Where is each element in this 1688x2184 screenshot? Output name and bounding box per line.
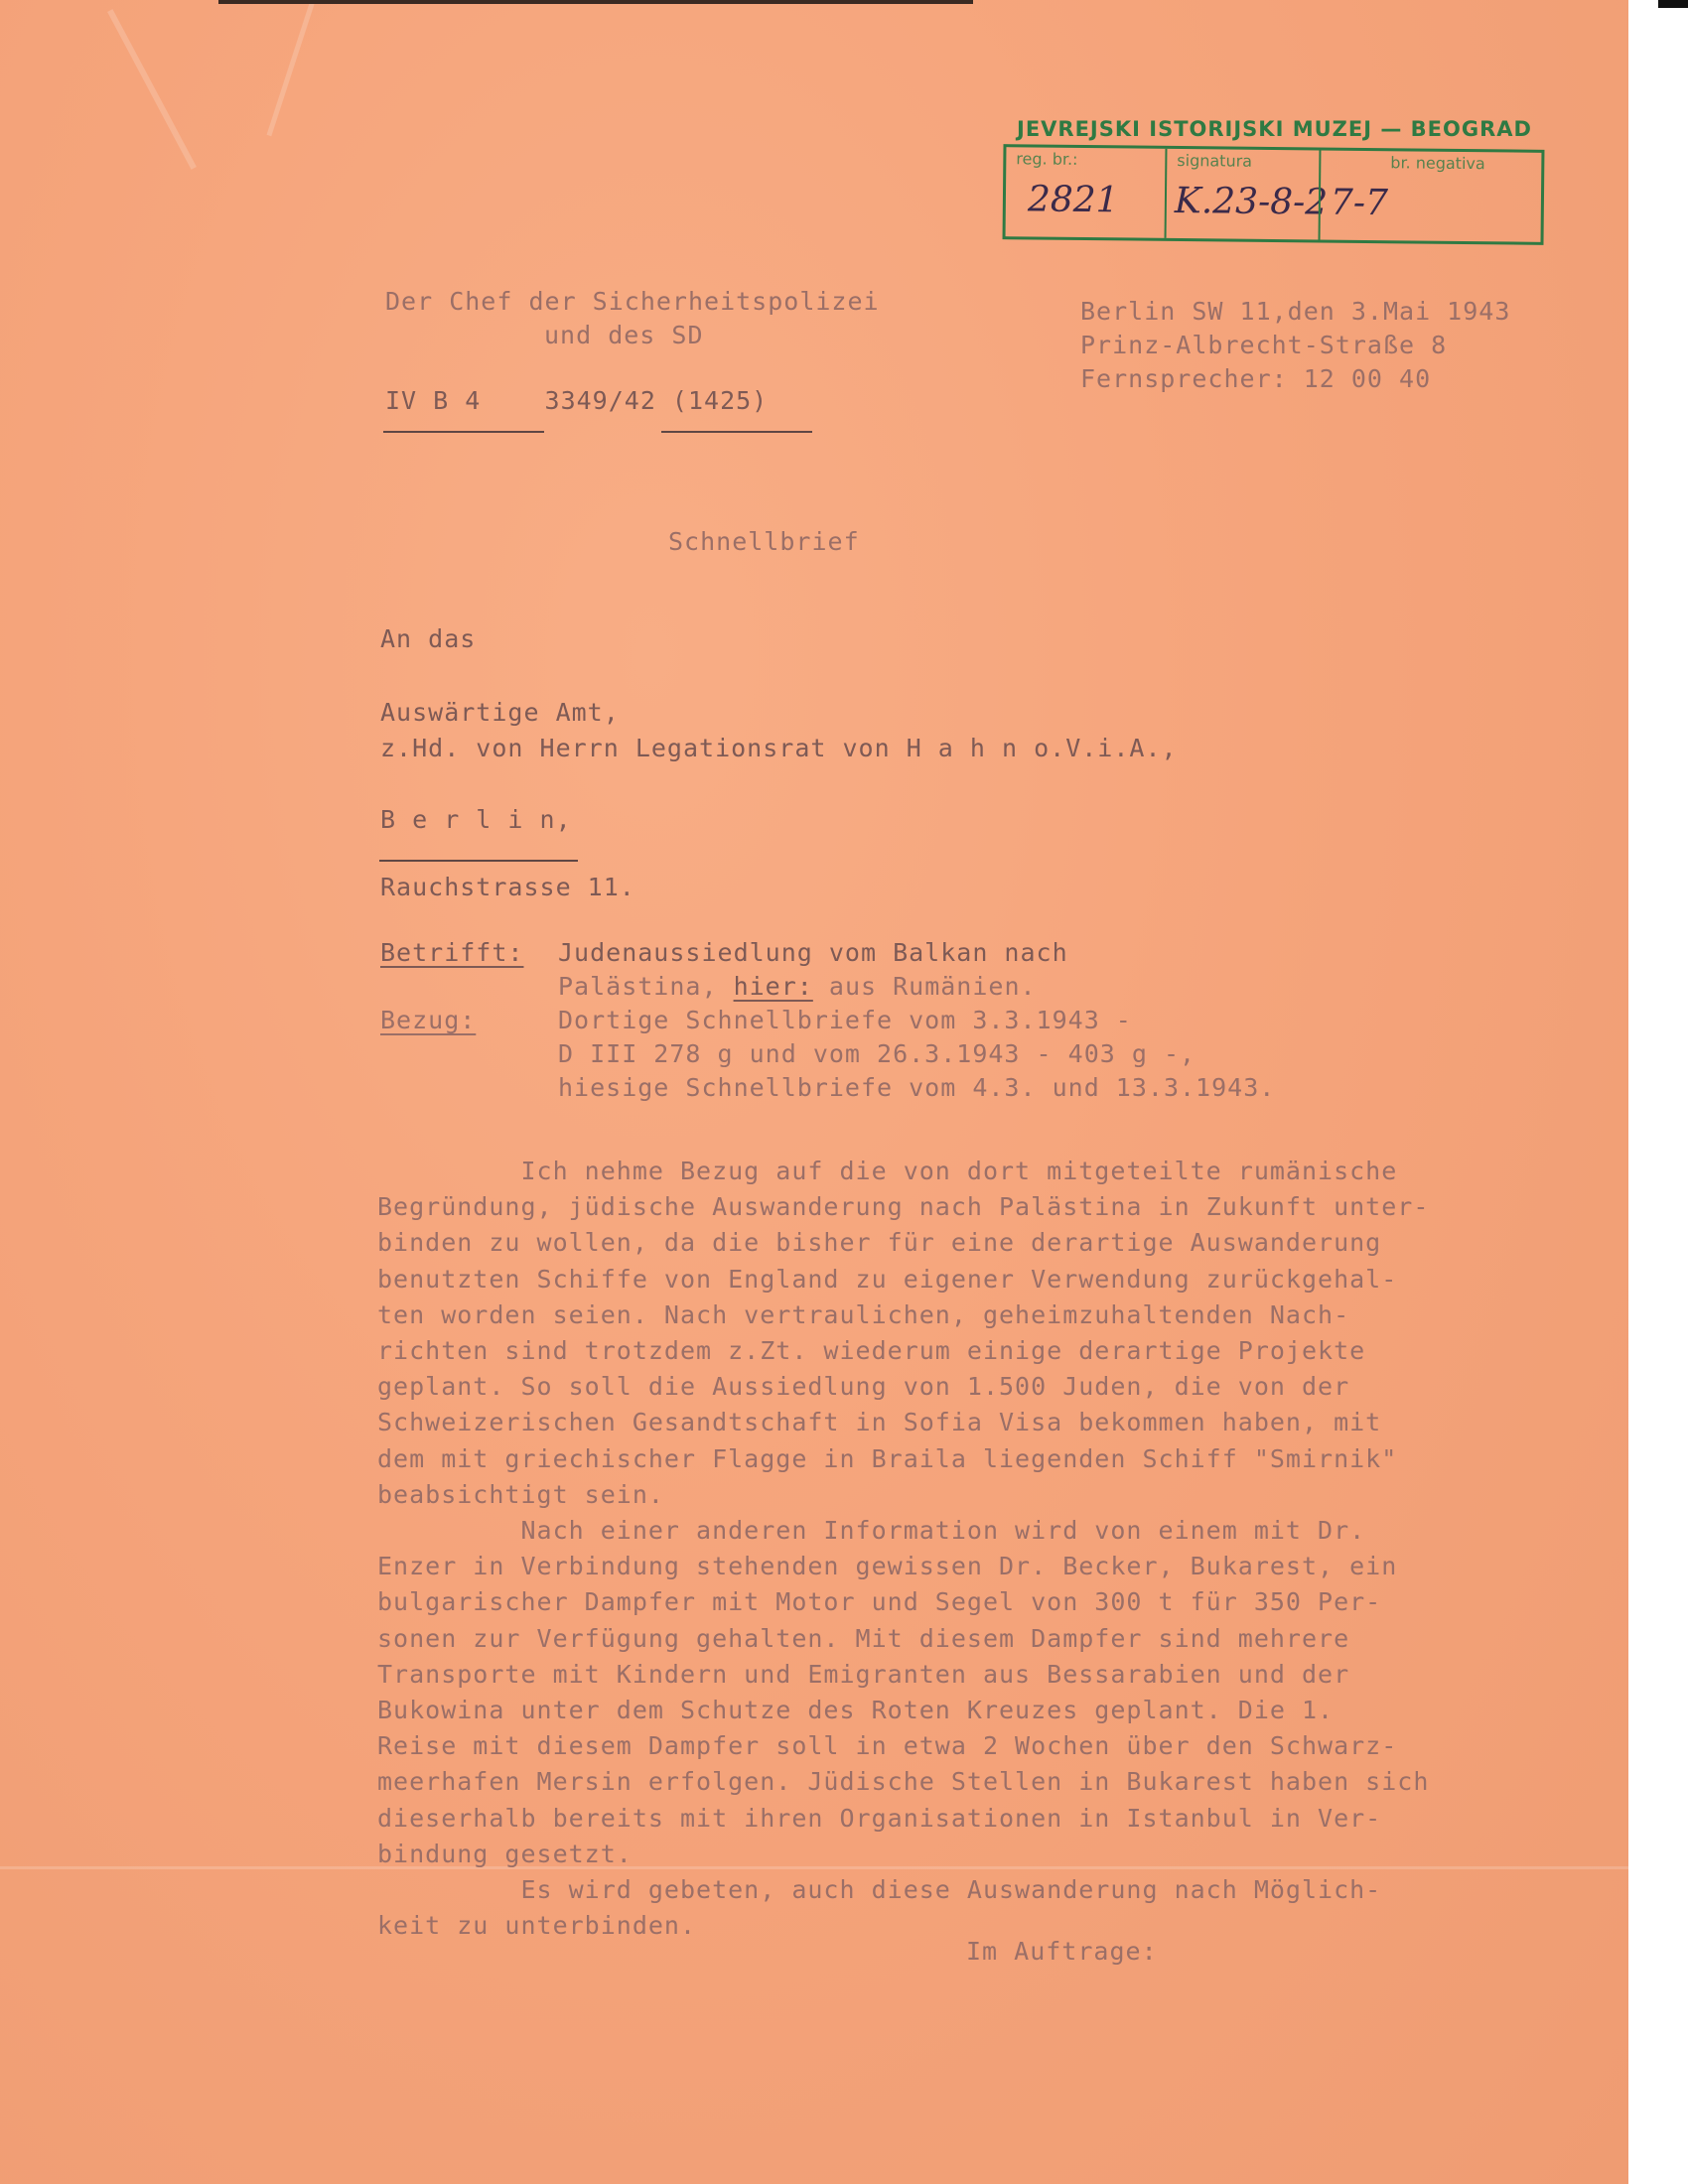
phone-number: Fernsprecher: 12 00 40 — [1080, 364, 1432, 393]
stamp-label-signature: signatura — [1177, 150, 1253, 171]
file-reference: IV B 4 3349/42 (1425) — [385, 386, 769, 415]
stamp-cell-signature — [1165, 149, 1329, 240]
subject-label: Betrifft: — [380, 938, 524, 967]
scan-edge — [218, 0, 973, 4]
reference-line-1: Dortige Schnellbriefe vom 3.3.1943 - — [558, 1006, 1132, 1034]
stamp-box — [1003, 144, 1545, 245]
body-line: Es wird gebeten, auch diese Auswanderung nach Möglich- — [377, 1875, 1382, 1904]
body-line: Ich nehme Bezug auf die von dort mitgeteilte rumänische — [377, 1157, 1398, 1185]
recipient-line-3: z.Hd. von Herrn Legationsrat von H a h n o.V.i.A., — [380, 734, 1178, 762]
body-line: keit zu unterbinden. — [377, 1911, 697, 1941]
reference-underline — [661, 431, 812, 433]
body-line: dem mit griechischer Flagge in Braila liegenden Schiff "Smirnik" — [377, 1443, 1398, 1473]
stamp-signature: K.23-8-2 — [1174, 180, 1329, 223]
closing-formula: Im Auftrage: — [966, 1937, 1158, 1966]
document-type: Schnellbrief — [668, 527, 860, 556]
body-line: bulgarischer Dampfer mit Motor und Segel von 300 t für 350 Per- — [377, 1587, 1382, 1617]
reference-label: Bezug: — [380, 1006, 477, 1034]
reference-line-3: hiesige Schnellbriefe vom 4.3. und 13.3.1943. — [558, 1073, 1276, 1102]
body-line: geplant. So soll die Aussiedlung von 1.500 Juden, die von der — [377, 1372, 1350, 1402]
stamp-negative-number: 7-7 — [1330, 182, 1389, 224]
paper-crease — [107, 9, 197, 170]
paper-crease — [266, 3, 314, 137]
sender-line-2: und des SD — [544, 321, 704, 349]
stamp-title: JEVREJSKI ISTORIJSKI MUZEJ — BEOGRAD — [1017, 117, 1532, 141]
recipient-line-2: Auswärtige Amt, — [380, 698, 620, 727]
subject-line-2 — [558, 969, 1037, 1005]
paper-fold — [0, 1866, 1628, 1869]
stamp-label-negative: br. negativa — [1390, 153, 1485, 174]
street-address: Prinz-Albrecht-Straße 8 — [1080, 331, 1448, 359]
reference-underline — [383, 431, 544, 433]
archive-stamp — [1003, 117, 1544, 251]
body-line: Begründung, jüdische Auswanderung nach Palästina in Zukunft unter- — [377, 1192, 1430, 1222]
subject-line-1: Judenaussiedlung vom Balkan nach — [558, 938, 1068, 967]
body-line: richten sind trotzdem z.Zt. wiederum einige derartige Projekte — [377, 1336, 1366, 1365]
recipient-line-1: An das — [380, 624, 477, 653]
body-line: Schweizerischen Gesandtschaft in Sofia Visa bekommen haben, mit — [377, 1408, 1382, 1437]
subject-line-2-end: aus Rumänien. — [812, 972, 1037, 1001]
body-line: Bukowina unter dem Schutze des Roten Kreuzes geplant. Die 1. — [377, 1696, 1335, 1724]
stamp-reg-number: 2821 — [1027, 179, 1119, 221]
place-date: Berlin SW 11,den 3.Mai 1943 — [1080, 297, 1511, 326]
stamp-cell-reg — [1006, 147, 1166, 238]
body-line: Reise mit diesem Dampfer soll in etwa 2 Wochen über den Schwarz- — [377, 1731, 1398, 1761]
body-line: benutzten Schiffe von England zu eigener Verwendung zurückgehal- — [377, 1264, 1398, 1294]
stamp-label-reg: reg. br.: — [1016, 149, 1078, 169]
body-line: beabsichtigt sein. — [377, 1479, 664, 1509]
subject-line-2-start: Palästina, — [558, 972, 734, 1001]
city-underline — [379, 860, 578, 862]
body-line: bindung gesetzt. — [377, 1839, 633, 1868]
stamp-cell-negative — [1319, 150, 1544, 241]
body-line: meerhafen Mersin erfolgen. Jüdische Stellen in Bukarest haben sich — [377, 1767, 1430, 1797]
sender-line-1: Der Chef der Sicherheitspolizei — [385, 287, 880, 316]
subject-hier: hier: — [733, 972, 813, 1001]
body-line: dieserhalb bereits mit ihren Organisationen in Istanbul in Ver- — [377, 1803, 1382, 1833]
body-line: sonen zur Verfügung gehalten. Mit diesem Dampfer sind mehrere — [377, 1623, 1350, 1653]
recipient-city: B e r l i n, — [380, 805, 572, 834]
recipient-street: Rauchstrasse 11. — [380, 873, 635, 901]
body-line: Enzer in Verbindung stehenden gewissen Dr. Becker, Bukarest, ein — [377, 1552, 1398, 1581]
body-line: binden zu wollen, da die bisher für eine derartige Auswanderung — [377, 1228, 1382, 1258]
body-line: Transporte mit Kindern und Emigranten aus Bessarabien und der — [377, 1659, 1350, 1689]
scan-corner-mark — [1658, 0, 1688, 8]
body-line: ten worden seien. Nach vertraulichen, geheimzuhaltenden Nach- — [377, 1299, 1350, 1329]
reference-line-2: D III 278 g und vom 26.3.1943 - 403 g -, — [558, 1039, 1196, 1068]
body-line: Nach einer anderen Information wird von einem mit Dr. — [377, 1516, 1366, 1545]
